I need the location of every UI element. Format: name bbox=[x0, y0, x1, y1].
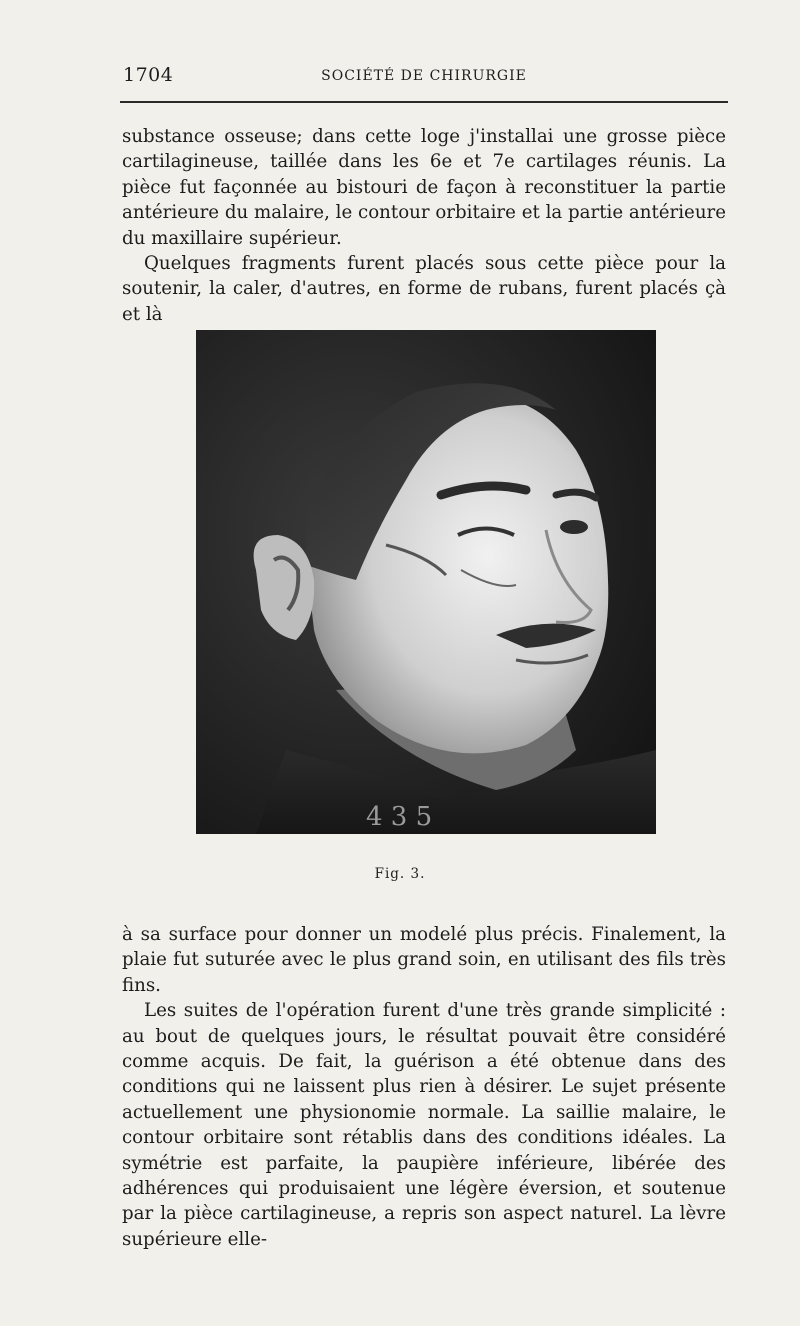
figure-caption: Fig. 3. bbox=[374, 866, 426, 882]
text-block-top bbox=[122, 124, 726, 327]
running-title: SOCIÉTÉ DE CHIRURGIE bbox=[321, 68, 527, 84]
page-number: 1704 bbox=[123, 64, 174, 86]
figure-photograph bbox=[196, 330, 656, 834]
paragraph: substance osseuse; dans cette loge j'installai une grosse pièce cartilagineuse, taillée dans les 6e et 7e cartilages réunis. La pièce fut façonnée au bistouri de façon à reconstituer la partie antérieure du malaire, le contour orbitaire et la partie antérieure du maxillaire supérieur. bbox=[122, 126, 726, 249]
collar-insignia: 4 3 5 bbox=[366, 802, 433, 832]
text-block-bottom bbox=[122, 922, 726, 1252]
header-rule bbox=[120, 101, 728, 103]
paragraph: Les suites de l'opération furent d'une très grande simplicité : au bout de quelques jours, le résultat pouvait être considéré comme acquis. De fait, la guérison a été obtenue dans des conditions qui ne laissent plus rien à désirer. Le sujet présente actuellement une physionomie normale. La saillie malaire, le contour orbitaire sont rétablis dans des conditions idéales. La symétrie est parfaite, la paupière inférieure, libérée des adhérences qui produisaient une légère éversion, et soutenue par la pièce cartilagineuse, a repris son aspect naturel. La lèvre supérieure elle- bbox=[122, 1000, 726, 1250]
paragraph: Quelques fragments furent placés sous cette pièce pour la soutenir, la caler, d'autres, en forme de rubans, furent placés çà et là bbox=[122, 253, 726, 325]
portrait-photo bbox=[196, 330, 656, 834]
paragraph: à sa surface pour donner un modelé plus précis. Finalement, la plaie fut suturée avec le plus grand soin, en utilisant des fils très fins. bbox=[122, 924, 726, 996]
page-header bbox=[123, 64, 725, 88]
